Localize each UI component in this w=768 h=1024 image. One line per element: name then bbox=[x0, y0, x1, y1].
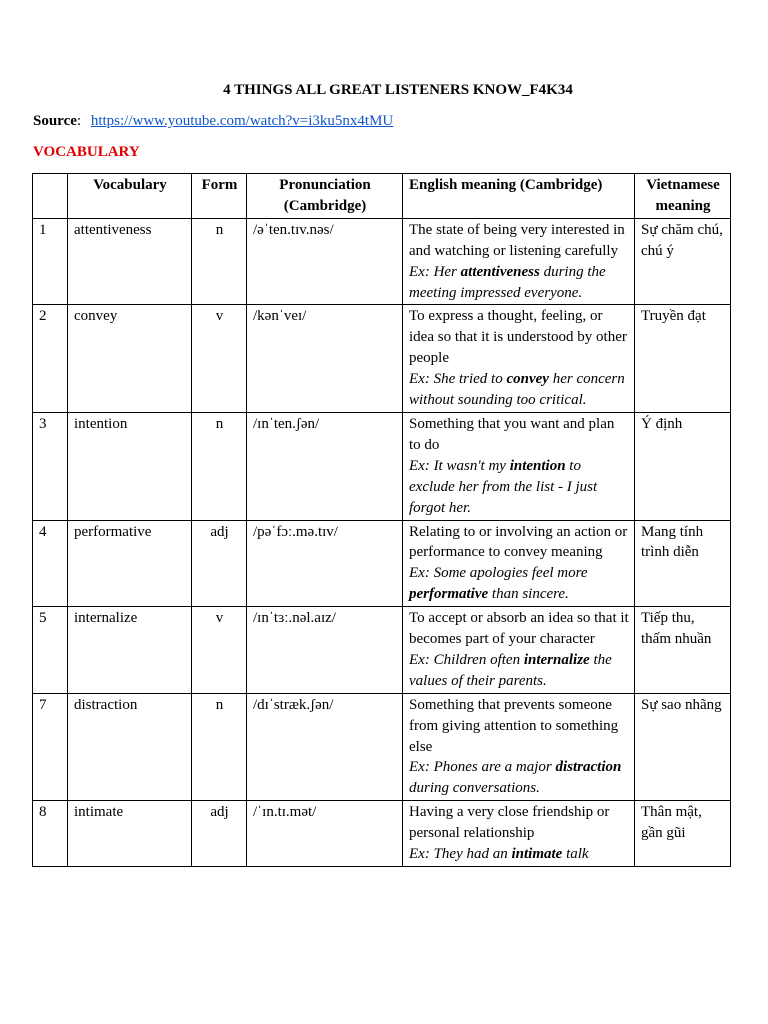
example-sentence bbox=[409, 264, 606, 301]
example-post: during the meeting impressed everyone. bbox=[409, 263, 606, 301]
example-post: during conversations. bbox=[409, 780, 540, 797]
row-english-meaning bbox=[403, 607, 635, 694]
row-vietnamese-meaning: Truyền đạt bbox=[635, 305, 731, 413]
row-word: performative bbox=[68, 520, 192, 607]
example-pre: Ex: Phones are a major bbox=[409, 759, 556, 776]
meaning-text: To accept or absorb an idea so that it becomes part of your character bbox=[409, 610, 629, 648]
example-keyword: intention bbox=[509, 457, 566, 474]
meaning-text: Having a very close friendship or personal relationship bbox=[409, 804, 610, 842]
table-row bbox=[33, 801, 731, 867]
document-title: 4 THINGS ALL GREAT LISTENERS KNOW_F4K34 bbox=[223, 82, 573, 98]
row-english-meaning bbox=[403, 693, 635, 801]
example-pre: Ex: She tried to bbox=[409, 371, 507, 388]
table-row bbox=[33, 693, 731, 801]
example-post: to exclude her from the list - I just forgot her. bbox=[409, 457, 598, 516]
header-number bbox=[33, 174, 68, 219]
row-number: 5 bbox=[33, 607, 68, 694]
meaning-text: To express a thought, feeling, or idea so that it is understood by other people bbox=[409, 308, 627, 367]
row-vietnamese-meaning: Sự sao nhãng bbox=[635, 693, 731, 801]
example-keyword: attentiveness bbox=[460, 263, 540, 280]
row-word: distraction bbox=[68, 693, 192, 801]
row-number: 1 bbox=[33, 218, 68, 305]
example-sentence bbox=[409, 565, 588, 602]
row-english-meaning bbox=[403, 520, 635, 607]
table-row bbox=[33, 412, 731, 520]
row-form: n bbox=[192, 218, 247, 305]
vocabulary-heading: VOCABULARY bbox=[33, 144, 140, 160]
table-header-row bbox=[33, 174, 731, 219]
row-word: convey bbox=[68, 305, 192, 413]
example-keyword: distraction bbox=[555, 759, 622, 776]
row-pronunciation: /əˈten.tɪv.nəs/ bbox=[247, 218, 403, 305]
row-pronunciation: /ɪnˈtɜː.nəl.aɪz/ bbox=[247, 607, 403, 694]
example-pre: Ex: Her bbox=[409, 263, 461, 280]
example-sentence bbox=[409, 652, 612, 689]
row-vietnamese-meaning: Ý định bbox=[635, 412, 731, 520]
table-row bbox=[33, 218, 731, 305]
row-form: n bbox=[192, 693, 247, 801]
row-pronunciation: /ˈɪn.tɪ.mət/ bbox=[247, 801, 403, 867]
example-sentence bbox=[409, 846, 589, 862]
source-link[interactable]: https://www.youtube.com/watch?v=i3ku5nx4tMU bbox=[90, 113, 394, 129]
row-english-meaning bbox=[403, 218, 635, 305]
row-pronunciation: /dɪˈstræk.ʃən/ bbox=[247, 693, 403, 801]
row-form: adj bbox=[192, 520, 247, 607]
example-keyword: internalize bbox=[523, 651, 590, 668]
row-form: adj bbox=[192, 801, 247, 867]
row-word: internalize bbox=[68, 607, 192, 694]
source-label: Source bbox=[33, 113, 77, 129]
example-pre: Ex: It wasn't my bbox=[409, 457, 510, 474]
example-post: talk bbox=[562, 846, 589, 863]
source-line bbox=[33, 113, 393, 130]
table-row bbox=[33, 305, 731, 413]
example-keyword: performative bbox=[409, 586, 489, 603]
row-form: v bbox=[192, 607, 247, 694]
row-vietnamese-meaning: Tiếp thu, thấm nhuần bbox=[635, 607, 731, 694]
row-word: intimate bbox=[68, 801, 192, 867]
example-sentence bbox=[409, 458, 597, 516]
table-row bbox=[33, 607, 731, 694]
row-word: attentiveness bbox=[68, 218, 192, 305]
example-pre: Ex: Some apologies feel more bbox=[409, 565, 588, 582]
example-pre: Ex: Children often bbox=[409, 651, 524, 668]
example-sentence bbox=[409, 371, 625, 408]
row-pronunciation: /ɪnˈten.ʃən/ bbox=[247, 412, 403, 520]
example-keyword: intimate bbox=[511, 846, 563, 863]
row-form: v bbox=[192, 305, 247, 413]
header-pronunciation: Pronunciation (Cambridge) bbox=[247, 174, 403, 219]
header-form: Form bbox=[192, 174, 247, 219]
meaning-text: Relating to or involving an action or performance to convey meaning bbox=[409, 523, 628, 561]
row-word: intention bbox=[68, 412, 192, 520]
example-keyword: convey bbox=[506, 371, 549, 388]
row-number: 8 bbox=[33, 801, 68, 867]
row-english-meaning bbox=[403, 412, 635, 520]
row-number: 2 bbox=[33, 305, 68, 413]
example-post: the values of their parents. bbox=[409, 651, 612, 689]
row-vietnamese-meaning: Sự chăm chú, chú ý bbox=[635, 218, 731, 305]
row-english-meaning bbox=[403, 801, 635, 867]
example-sentence bbox=[409, 759, 621, 796]
meaning-text: The state of being very interested in and watching or listening carefully bbox=[409, 221, 625, 259]
example-post: than sincere. bbox=[488, 586, 569, 603]
row-number: 3 bbox=[33, 412, 68, 520]
vocabulary-table bbox=[32, 173, 731, 867]
row-vietnamese-meaning: Thân mật, gần gũi bbox=[635, 801, 731, 867]
table-row bbox=[33, 520, 731, 607]
meaning-text: Something that you want and plan to do bbox=[409, 415, 615, 453]
meaning-text: Something that prevents someone from giving attention to something else bbox=[409, 696, 619, 755]
header-vocabulary: Vocabulary bbox=[68, 174, 192, 219]
header-vietnamese-meaning: Vietnamese meaning bbox=[635, 174, 731, 219]
example-post: her concern without sounding too critical. bbox=[409, 371, 625, 409]
row-number: 7 bbox=[33, 693, 68, 801]
row-vietnamese-meaning: Mang tính trình diễn bbox=[635, 520, 731, 607]
row-english-meaning bbox=[403, 305, 635, 413]
example-pre: Ex: They had an bbox=[409, 846, 512, 863]
source-colon: : bbox=[76, 113, 82, 129]
row-pronunciation: /pəˈfɔː.mə.tɪv/ bbox=[247, 520, 403, 607]
header-english-meaning: English meaning (Cambridge) bbox=[403, 174, 635, 219]
row-form: n bbox=[192, 412, 247, 520]
row-pronunciation: /kənˈveɪ/ bbox=[247, 305, 403, 413]
row-number: 4 bbox=[33, 520, 68, 607]
